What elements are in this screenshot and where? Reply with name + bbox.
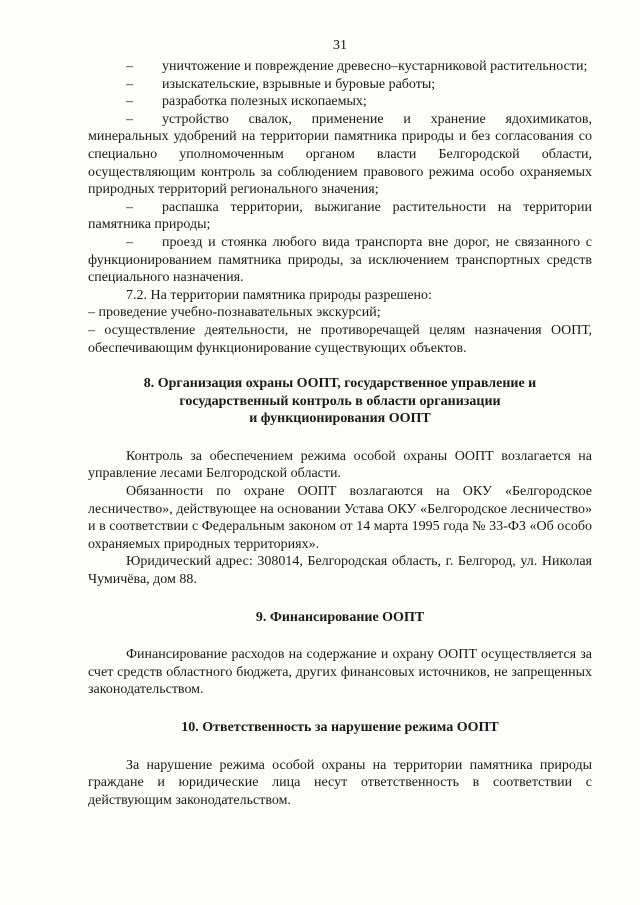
section-8-paragraph: Юридический адрес: 308014, Белгородская область, г. Белгород, ул. Николая Чумичёва, дом 88. <box>88 554 592 588</box>
list-item <box>88 234 592 287</box>
list-item-text: устройство свалок, применение и хранение ядохимикатов, минеральных удобрений на территории памятника природы и без согласования со специально уполномоченным органом власти Белгородской области, осуществляющим контроль за соблюдением правового режима особо охраняемых природных территорий регионального значения; <box>88 111 592 198</box>
list-dash: – <box>126 76 133 92</box>
heading-line: 8. Организация охраны ООПТ, государственное управление и <box>143 376 537 392</box>
list-dash: – <box>126 111 133 127</box>
section-10-heading: 10. Ответственность за нарушение режима ООПТ <box>181 720 499 735</box>
page-number: 31 <box>333 38 347 53</box>
section-8-paragraph: Контроль за обеспечением режима особой охраны ООПТ возлагается на управление лесами Белгородской области. <box>88 448 592 482</box>
section-7-2-intro: 7.2. На территории памятника природы разрешено: <box>126 287 432 303</box>
list-dash: – <box>126 94 133 110</box>
section-9-paragraph: Финансирование расходов на содержание и охрану ООПТ осуществляется за счет средств областного бюджета, других финансовых источников, не запрещенных законодательством. <box>88 647 592 698</box>
list-item-text: распашка территории, выжигание растительности на территории памятника природы; <box>88 199 592 233</box>
list-dash: – <box>126 199 133 215</box>
section-10-paragraph: За нарушение режима особой охраны на территории памятника природы граждане и юридические лица несут ответственность в соответствии с действующим законодательством. <box>88 757 592 808</box>
section-8-heading <box>88 375 592 428</box>
list-item-text: уничтожение и повреждение древесно–кустарниковой растительности; <box>162 59 588 74</box>
list-item <box>88 76 592 94</box>
list-item <box>88 199 592 234</box>
section-7-2-item: – проведение учебно-познавательных экскурсий; <box>88 305 381 321</box>
list-item-text: разработка полезных ископаемых; <box>162 94 367 110</box>
list-dash: – <box>126 234 133 250</box>
heading-line: государственный контроль в области организации <box>179 393 501 409</box>
section-9-heading: 9. Финансирование ООПТ <box>255 609 425 625</box>
list-item <box>88 58 592 76</box>
list-dash: – <box>126 59 133 74</box>
list-item <box>88 111 592 199</box>
list-item-text: изыскательские, взрывные и буровые работы; <box>162 76 436 92</box>
list-item-text: проезд и стоянка любого вида транспорта вне дорог, не связанного с функционированием памятника природы, за исключением транспортных средств специального назначения. <box>88 234 592 286</box>
list-item <box>88 93 592 111</box>
section-8-paragraph: Обязанности по охране ООПТ возлагаются на ОКУ «Белгородское лесничество», действующее на основании Устава ОКУ «Белгородское лесничество» и в соответствии с Федеральным законом от 14 марта 1995 года № 33-ФЗ «Об особо охраняемых природных территориях». <box>88 484 592 552</box>
section-7-2-item: – осуществление деятельности, не противоречащей целям назначения ООПТ, обеспечивающим функционирование существующих объектов. <box>88 322 592 356</box>
heading-line: и функционирования ООПТ <box>249 411 431 427</box>
